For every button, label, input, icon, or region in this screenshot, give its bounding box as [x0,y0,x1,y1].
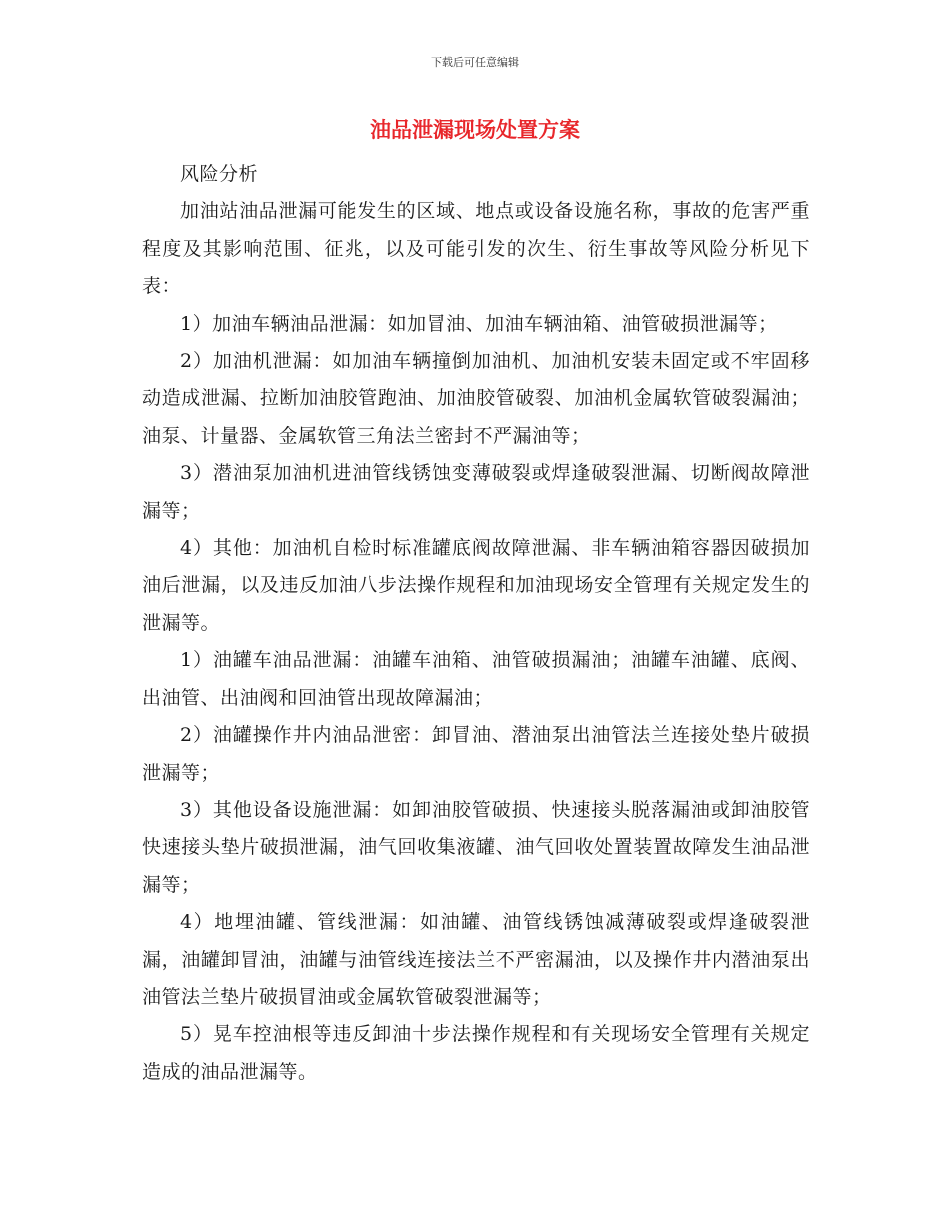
paragraph-item: 3）其他设备设施泄漏：如卸油胶管破损、快速接头脱落漏油或卸油胶管快速接头垫片破损泄漏，油气回收集液罐、油气回收处置装置故障发生油品泄漏等； [142,798,810,896]
paragraph-intro: 加油站油品泄漏可能发生的区域、地点或设备设施名称，事故的危害严重程度及其影响范围、征兆，以及可能引发的次生、衍生事故等风险分析见下表： [142,200,810,298]
paragraph-item: 5）晃车控油根等违反卸油十步法操作规程和有关现场安全管理有关规定造成的油品泄漏等。 [142,1023,810,1083]
paragraph-item: 4）其他：加油机自检时标准罐底阀故障泄漏、非车辆油箱容器因破损加油后泄漏，以及违反加油八步法操作规程和加油现场安全管理有关规定发生的泄漏等。 [142,537,810,634]
header-note: 下载后可任意编辑 [431,56,519,69]
paragraph-item: 2）油罐操作井内油品泄密：卸冒油、潜油泵出油管法兰连接处垫片破损泄漏等； [142,724,810,784]
paragraph-item: 1）油罐车油品泄漏：油罐车油箱、油管破损漏油；油罐车油罐、底阀、出油管、出油阀和回油管出现故障漏油； [142,649,810,709]
paragraph-item: 1）加油车辆油品泄漏：如加冒油、加油车辆油箱、油管破损泄漏等； [180,312,778,335]
paragraph-item: 4）地埋油罐、管线泄漏：如油罐、油管线锈蚀减薄破裂或焊逢破裂泄漏，油罐卸冒油，油罐与油管线连接法兰不严密漏油，以及操作井内潜油泵出油管法兰垫片破损冒油或金属软管破裂泄漏等； [142,911,810,1008]
paragraph-item: 3）潜油泵加油机进油管线锈蚀变薄破裂或焊逢破裂泄漏、切断阀故障泄漏等； [142,462,810,522]
section-heading-risk-analysis: 风险分析 [180,163,259,185]
document-title: 油品泄漏现场处置方案 [370,118,580,142]
paragraph-item: 2）加油机泄漏：如加油车辆撞倒加油机、加油机安装未固定或不牢固移动造成泄漏、拉断加油胶管跑油、加油胶管破裂、加油机金属软管破裂漏油；油泵、计量器、金属软管三角法兰密封不严漏油等； [142,350,810,447]
document-body [142,156,810,1091]
